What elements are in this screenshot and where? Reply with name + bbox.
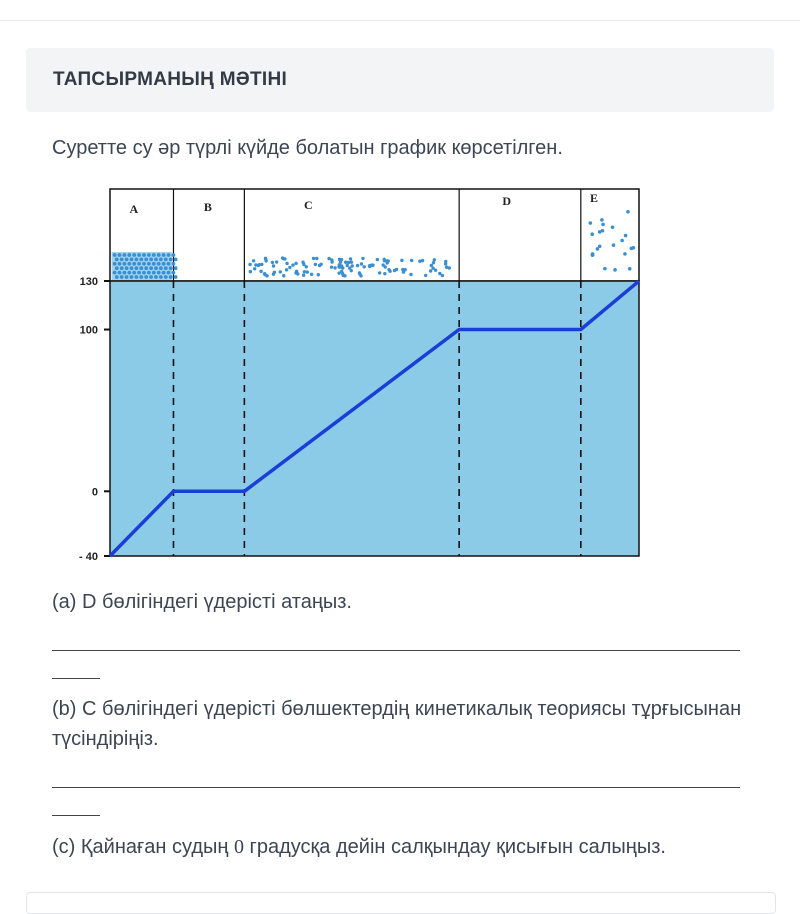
- liquid-particle: [291, 263, 294, 266]
- solid-particle: [134, 275, 138, 279]
- solid-particle: [157, 262, 161, 266]
- solid-particle: [147, 262, 151, 266]
- liquid-particle: [302, 274, 305, 277]
- solid-particle: [144, 266, 148, 270]
- liquid-particle: [302, 263, 305, 266]
- solid-particle: [120, 258, 124, 262]
- gas-particle: [626, 210, 630, 214]
- solid-particle: [154, 275, 158, 279]
- gas-particle: [591, 252, 595, 256]
- solid-particle: [118, 262, 122, 266]
- question-c: [52, 832, 752, 862]
- plot-area: [110, 281, 639, 556]
- solid-particle: [159, 275, 163, 279]
- gas-particle: [613, 268, 617, 272]
- liquid-particle: [383, 272, 386, 275]
- liquid-particle: [275, 260, 278, 263]
- liquid-particle: [285, 268, 288, 271]
- liquid-particle: [388, 270, 391, 273]
- liquid-particle: [258, 263, 261, 266]
- solid-particle: [147, 271, 151, 275]
- liquid-particle: [295, 270, 298, 273]
- y-tick-label: 100: [79, 324, 98, 337]
- solid-particle: [162, 271, 166, 275]
- liquid-particle: [310, 273, 313, 276]
- liquid-particle: [360, 262, 363, 265]
- solid-particle: [169, 275, 173, 279]
- solid-particle: [132, 262, 136, 266]
- liquid-particle: [371, 263, 374, 266]
- solid-particle: [137, 253, 141, 257]
- task-header-title: ТАПСЫРМАНЫҢ МӘТІНІ: [53, 69, 288, 90]
- liquid-particle: [315, 257, 318, 260]
- liquid-particle: [344, 261, 347, 264]
- liquid-particle: [252, 259, 255, 262]
- solid-particle: [115, 258, 119, 262]
- liquid-particle: [341, 266, 344, 269]
- liquid-particle: [429, 269, 432, 272]
- liquid-particle: [264, 259, 267, 262]
- liquid-particle: [387, 259, 390, 262]
- liquid-particle: [272, 264, 275, 267]
- solid-particle: [149, 275, 153, 279]
- liquid-particle: [327, 257, 330, 260]
- liquid-particle: [338, 258, 341, 261]
- solid-particle: [149, 258, 153, 262]
- solid-particle: [127, 262, 131, 266]
- liquid-particle: [361, 257, 364, 260]
- liquid-particle: [383, 259, 386, 262]
- solid-particle: [130, 258, 134, 262]
- solid-particle: [137, 271, 141, 275]
- liquid-particle: [263, 272, 266, 275]
- question-a: (a) D бөлігіндегі үдерісті атаңыз.: [52, 591, 352, 613]
- gas-particle: [620, 239, 624, 243]
- solid-particle: [174, 275, 178, 279]
- solid-particle: [120, 275, 124, 279]
- liquid-particle: [330, 265, 333, 268]
- liquid-particle: [347, 261, 350, 264]
- liquid-particle: [409, 273, 412, 276]
- solid-particle: [162, 262, 166, 266]
- liquid-particle: [346, 264, 349, 267]
- liquid-particle: [259, 270, 262, 273]
- solid-particle: [164, 266, 168, 270]
- liquid-particle: [318, 264, 321, 267]
- gas-particle: [611, 225, 615, 229]
- liquid-particle: [312, 257, 315, 260]
- liquid-particle: [314, 263, 317, 266]
- liquid-particle: [306, 270, 309, 273]
- answer-line-a: [52, 650, 740, 651]
- solid-particle: [118, 253, 122, 257]
- liquid-particle: [249, 270, 252, 273]
- state-panel: [110, 189, 639, 281]
- solid-particle: [113, 262, 117, 266]
- liquid-particle: [294, 262, 297, 265]
- liquid-particle: [395, 268, 398, 271]
- solid-particle: [171, 253, 175, 257]
- solid-particle: [132, 271, 136, 275]
- solid-particle: [115, 266, 119, 270]
- solid-particle: [144, 275, 148, 279]
- liquid-particle: [338, 263, 341, 266]
- y-tick-label: 0: [91, 486, 98, 499]
- answer-line-b: [52, 787, 740, 788]
- solid-particle: [142, 262, 146, 266]
- question-c-prefix: (c) Қайнаған судың: [52, 836, 234, 858]
- liquid-particle: [359, 274, 362, 277]
- state-change-chart: [0, 180, 800, 600]
- gas-particle: [623, 252, 627, 256]
- question-c-suffix: градусқа дейін салқындау қисығын салыңыз.: [244, 836, 666, 858]
- liquid-particle: [343, 274, 346, 277]
- liquid-particle: [303, 270, 306, 273]
- question-b: (b) C бөлігіндегі үдерісті бөлшектердің кинетикалық теориясы тұрғысынан түсіндіріңіз.: [52, 698, 742, 750]
- solid-particle: [113, 253, 117, 257]
- liquid-particle: [248, 263, 251, 266]
- gas-particle: [601, 229, 605, 233]
- solid-particle: [169, 266, 173, 270]
- answer-line-a-end: [52, 678, 100, 679]
- solid-particle: [149, 266, 153, 270]
- liquid-particle: [330, 260, 333, 263]
- liquid-particle: [288, 266, 291, 269]
- solid-particle: [127, 253, 131, 257]
- gas-particle: [612, 243, 616, 247]
- solid-particle: [152, 253, 156, 257]
- answer-line-b-end: [52, 815, 100, 816]
- solid-particle: [162, 253, 166, 257]
- solid-particle: [159, 258, 163, 262]
- solid-particle: [130, 275, 134, 279]
- gas-particle: [589, 221, 593, 225]
- section-label-a: A: [129, 202, 139, 216]
- solid-particle: [167, 271, 171, 275]
- question-c-number: 0: [234, 836, 244, 858]
- liquid-particle: [400, 259, 403, 262]
- solid-particle: [157, 271, 161, 275]
- gas-particle: [632, 246, 636, 250]
- solid-particle: [154, 266, 158, 270]
- y-tick-label: 130: [79, 276, 98, 288]
- top-divider: [0, 20, 800, 21]
- section-label-d: D: [502, 194, 512, 208]
- solid-particle: [171, 271, 175, 275]
- liquid-particle: [381, 263, 384, 266]
- solid-particle: [118, 271, 122, 275]
- solid-particle: [167, 262, 171, 266]
- liquid-particle: [254, 263, 257, 266]
- solid-particle: [174, 258, 178, 262]
- liquid-particle: [424, 274, 427, 277]
- y-tick-label: - 40: [79, 551, 98, 563]
- gas-particle: [601, 223, 605, 227]
- solid-particle: [132, 253, 136, 257]
- liquid-particle: [282, 274, 285, 277]
- gas-particle: [603, 267, 607, 271]
- solid-particle: [157, 253, 161, 257]
- liquid-particle: [363, 265, 366, 268]
- liquid-particle: [340, 270, 343, 273]
- solid-particle: [171, 262, 175, 266]
- liquid-particle: [356, 264, 359, 267]
- gas-particle: [624, 234, 628, 238]
- solid-particle: [139, 266, 143, 270]
- liquid-particle: [349, 257, 352, 260]
- solid-particle: [167, 253, 171, 257]
- solid-particle: [164, 275, 168, 279]
- solid-particle: [152, 271, 156, 275]
- gas-particle: [598, 244, 602, 248]
- liquid-particle: [279, 270, 282, 273]
- solid-particle: [127, 271, 131, 275]
- solid-particle: [159, 266, 163, 270]
- solid-particle: [142, 271, 146, 275]
- solid-particle: [125, 258, 129, 262]
- section-label-e: E: [590, 191, 599, 205]
- solid-particle: [147, 253, 151, 257]
- liquid-particle: [317, 273, 320, 276]
- liquid-particle: [272, 272, 275, 275]
- solid-particle: [134, 258, 138, 262]
- liquid-particle: [445, 266, 448, 269]
- solid-particle: [134, 266, 138, 270]
- solid-particle: [137, 262, 141, 266]
- task-intro: Суретте су әр түрлі күйде болатын график көрсетілген.: [52, 137, 563, 159]
- solid-particle: [142, 253, 146, 257]
- solid-particle: [139, 275, 143, 279]
- task-header: [26, 48, 774, 112]
- solid-particle: [154, 258, 158, 262]
- solid-particle: [120, 266, 124, 270]
- liquid-particle: [376, 258, 379, 261]
- liquid-particle: [281, 256, 284, 259]
- liquid-particle: [438, 272, 441, 275]
- liquid-particle: [351, 264, 354, 267]
- section-label-c: C: [304, 198, 313, 212]
- liquid-particle: [431, 267, 434, 270]
- solid-particle: [115, 275, 119, 279]
- gas-particle: [600, 218, 604, 222]
- solid-particle: [113, 271, 117, 275]
- solid-particle: [164, 258, 168, 262]
- solid-particle: [130, 266, 134, 270]
- solid-particle: [152, 262, 156, 266]
- solid-particle: [122, 271, 126, 275]
- liquid-particle: [333, 266, 336, 269]
- liquid-particle: [285, 262, 288, 265]
- liquid-particle: [432, 261, 435, 264]
- liquid-particle: [271, 261, 274, 264]
- solid-particle: [125, 266, 129, 270]
- liquid-particle: [378, 271, 381, 274]
- liquid-particle: [253, 267, 256, 270]
- solid-particle: [122, 262, 126, 266]
- solid-particle: [174, 266, 178, 270]
- solid-particle: [144, 258, 148, 262]
- solid-particle: [122, 253, 126, 257]
- gas-particle: [628, 267, 632, 271]
- solid-particle: [139, 258, 143, 262]
- solid-particle: [169, 258, 173, 262]
- next-card: [26, 892, 776, 914]
- section-label-b: B: [203, 200, 212, 214]
- liquid-particle: [410, 259, 413, 262]
- gas-particle: [590, 232, 594, 236]
- liquid-particle: [433, 258, 436, 261]
- liquid-particle: [418, 260, 421, 263]
- liquid-particle: [402, 270, 405, 273]
- solid-particle: [125, 275, 129, 279]
- liquid-particle: [444, 262, 447, 265]
- liquid-particle: [350, 269, 353, 272]
